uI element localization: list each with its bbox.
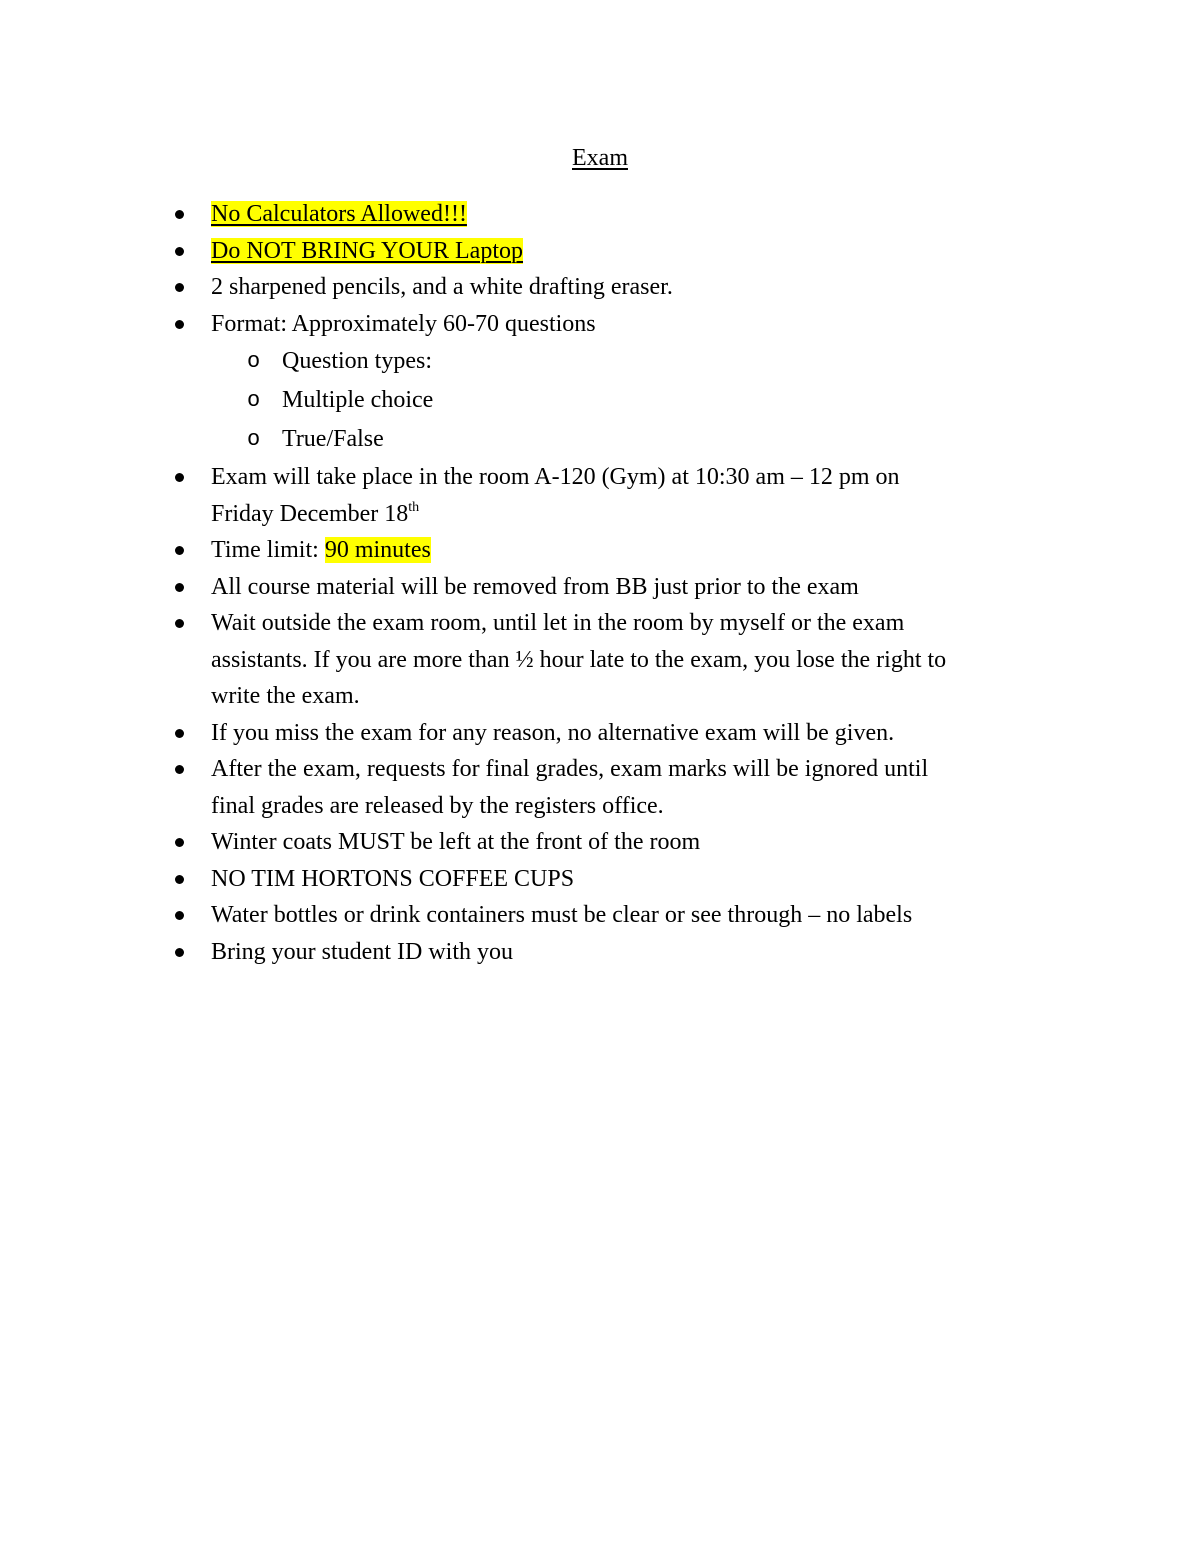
list-item-text: 2 sharpened pencils, and a white drafting eraser. — [211, 274, 673, 300]
bullet-icon — [174, 459, 188, 496]
bullet-icon — [174, 861, 188, 898]
bullet-icon — [174, 934, 188, 971]
highlighted-text: 90 minutes — [324, 537, 431, 563]
list-item-line: Wait outside the exam room, until let in the room by myself or the exam — [211, 610, 905, 636]
list-item-after-exam — [0, 751, 1071, 824]
hollow-bullet-icon: o — [247, 427, 261, 452]
list-item-text: Bring your student ID with you — [211, 938, 513, 965]
bullet-icon — [174, 269, 188, 306]
sub-item-multiple-choice — [0, 381, 1200, 420]
sub-item-text: Multiple choice — [282, 387, 434, 413]
bullet-icon — [174, 897, 188, 934]
list-item-line: Exam will take place in the room A-120 (Gym) at 10:30 am – 12 pm on — [211, 464, 900, 490]
ordinal-suffix: th — [408, 499, 420, 515]
page-title: Exam — [572, 145, 628, 171]
bullet-icon — [174, 715, 188, 752]
list-item-line: After the exam, requests for final grades, exam marks will be ignored until — [211, 756, 929, 782]
bullet-icon — [174, 605, 188, 642]
list-item-text: No Calculators Allowed!!! — [211, 201, 467, 227]
list-item-exam-location — [0, 459, 1071, 532]
list-item-winter-coats — [0, 824, 1071, 861]
list-item-course-material — [0, 569, 1071, 606]
bullet-icon — [174, 532, 188, 569]
bullet-icon — [174, 569, 188, 606]
bullet-icon — [174, 751, 188, 788]
sub-item-text: Question types: — [282, 348, 432, 374]
list-item-water-bottles — [0, 897, 1071, 934]
sub-item-true-false — [0, 420, 1200, 459]
list-item-line: write the exam. — [211, 683, 360, 709]
bullet-icon — [174, 306, 188, 343]
list-item-text: All course material will be removed from BB just prior to the exam — [211, 573, 859, 600]
list-item-text: Time limit: — [211, 537, 325, 563]
exam-rules-list — [0, 196, 1200, 970]
list-item-wait-outside — [0, 605, 1071, 715]
sub-item-text: True/False — [282, 426, 384, 452]
sub-item-question-types — [0, 342, 1200, 381]
list-item-text: Water bottles or drink containers must be clear or see through – no labels — [211, 902, 913, 928]
bullet-icon — [174, 196, 188, 233]
list-item-text: Do NOT BRING YOUR Laptop — [211, 237, 523, 264]
list-item-text: If you miss the exam for any reason, no alternative exam will be given. — [211, 719, 895, 746]
list-item-no-calculators — [0, 196, 1071, 233]
bullet-icon — [174, 233, 188, 270]
list-item-time-limit — [0, 532, 1071, 569]
list-item-student-id — [0, 934, 1071, 971]
list-item-coffee-cups — [0, 861, 1071, 898]
list-item-pencils — [0, 269, 1071, 306]
list-item-missed-exam — [0, 715, 1071, 752]
hollow-bullet-icon: o — [247, 388, 261, 413]
list-item-text: Winter coats MUST be left at the front of the room — [211, 829, 701, 855]
list-item-line: assistants. If you are more than ½ hour late to the exam, you lose the right to — [211, 646, 947, 673]
list-item-format — [0, 306, 1071, 343]
list-item-no-laptop — [0, 233, 1071, 270]
hollow-bullet-icon: o — [247, 349, 261, 374]
list-item-line: Friday December 18 — [211, 500, 409, 527]
bullet-icon — [174, 824, 188, 861]
list-item-text: Format: Approximately 60-70 questions — [211, 310, 596, 337]
list-item-line: final grades are released by the registers office. — [211, 792, 664, 819]
list-item-text: NO TIM HORTONS COFFEE CUPS — [211, 865, 575, 892]
